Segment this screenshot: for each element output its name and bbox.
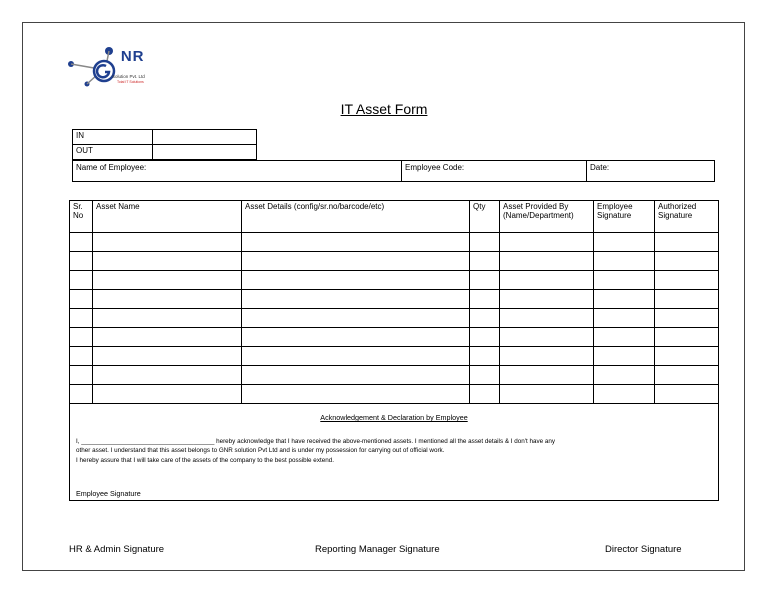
cell[interactable] [242, 347, 470, 366]
cell[interactable] [93, 252, 242, 271]
cell[interactable] [500, 290, 594, 309]
cell[interactable] [93, 328, 242, 347]
employee-signature-label: Employee Signature [76, 489, 141, 498]
cell[interactable] [655, 252, 719, 271]
declaration-line-3: I hereby assure that I will take care of the assets of the company to the best possible extend. [76, 456, 334, 464]
cell[interactable] [93, 366, 242, 385]
logo-wordmark: NR [95, 48, 145, 65]
table-row [70, 385, 719, 404]
header-authorized-signature: Authorized Signature [655, 201, 719, 233]
cell[interactable] [470, 366, 500, 385]
logo-subtitle: Solution Pvt. Ltd [112, 74, 145, 79]
employee-name-label: Name of Employee: [76, 163, 147, 172]
cell[interactable] [242, 366, 470, 385]
cell[interactable] [470, 347, 500, 366]
asset-table-header [70, 201, 719, 233]
cell[interactable] [594, 328, 655, 347]
cell[interactable] [93, 347, 242, 366]
cell[interactable] [594, 252, 655, 271]
cell[interactable] [242, 233, 470, 252]
declaration-line-2: other asset. I understand that this asset belongs to GNR solution Pvt Ltd and is under my possession for carrying out of official work. [76, 447, 445, 455]
out-field[interactable] [153, 145, 257, 160]
cell[interactable] [500, 347, 594, 366]
cell[interactable] [594, 271, 655, 290]
form-title: IT Asset Form [340, 101, 428, 117]
cell[interactable] [655, 347, 719, 366]
header-qty: Qty [470, 201, 500, 233]
table-row [70, 347, 719, 366]
cell[interactable] [470, 252, 500, 271]
cell[interactable] [594, 366, 655, 385]
cell[interactable] [242, 290, 470, 309]
cell[interactable] [242, 271, 470, 290]
cell[interactable] [470, 271, 500, 290]
cell[interactable] [594, 385, 655, 404]
cell[interactable] [242, 385, 470, 404]
employee-code-field[interactable] [402, 161, 587, 182]
cell[interactable] [594, 309, 655, 328]
declaration-box [69, 403, 719, 501]
employee-info-table [72, 160, 715, 182]
employee-name-field[interactable] [73, 161, 402, 182]
cell[interactable] [70, 233, 93, 252]
cell[interactable] [470, 290, 500, 309]
in-label: IN [73, 130, 153, 145]
table-row [70, 233, 719, 252]
cell[interactable] [70, 271, 93, 290]
table-row [70, 252, 719, 271]
table-row [70, 309, 719, 328]
table-row [70, 290, 719, 309]
date-field[interactable] [587, 161, 715, 182]
header-sr-no: Sr. No [70, 201, 93, 233]
cell[interactable] [93, 385, 242, 404]
cell[interactable] [500, 328, 594, 347]
logo-tagline: Total IT Solutions [117, 80, 144, 84]
cell[interactable] [655, 271, 719, 290]
cell[interactable] [93, 271, 242, 290]
table-row [70, 271, 719, 290]
cell[interactable] [70, 347, 93, 366]
in-field[interactable] [153, 130, 257, 145]
cell[interactable] [655, 328, 719, 347]
hr-admin-signature: HR & Admin Signature [69, 544, 165, 555]
cell[interactable] [70, 290, 93, 309]
cell[interactable] [500, 271, 594, 290]
cell[interactable] [93, 309, 242, 328]
director-signature: Director Signature [605, 544, 682, 555]
cell[interactable] [594, 233, 655, 252]
cell[interactable] [500, 385, 594, 404]
cell[interactable] [655, 366, 719, 385]
cell[interactable] [70, 366, 93, 385]
cell[interactable] [594, 290, 655, 309]
table-row [70, 366, 719, 385]
asset-table [69, 200, 719, 404]
cell[interactable] [655, 309, 719, 328]
cell[interactable] [70, 252, 93, 271]
cell[interactable] [594, 347, 655, 366]
header-provided-by: Asset Provided By (Name/Department) [500, 201, 594, 233]
cell[interactable] [500, 309, 594, 328]
cell[interactable] [70, 385, 93, 404]
cell[interactable] [470, 309, 500, 328]
cell[interactable] [93, 290, 242, 309]
cell[interactable] [242, 252, 470, 271]
cell[interactable] [470, 328, 500, 347]
cell[interactable] [70, 309, 93, 328]
header-employee-signature: Employee Signature [594, 201, 655, 233]
cell[interactable] [470, 385, 500, 404]
employee-code-label: Employee Code: [405, 163, 465, 172]
date-label: Date: [590, 163, 610, 172]
cell[interactable] [70, 328, 93, 347]
reporting-manager-signature: Reporting Manager Signature [315, 544, 440, 555]
cell[interactable] [93, 233, 242, 252]
declaration-line-1: I, ______________________________________ hereby acknowledge that I have received the above-mentioned assets. I mentioned all the asset details & I don't have any [76, 438, 556, 445]
cell[interactable] [500, 233, 594, 252]
cell[interactable] [242, 309, 470, 328]
cell[interactable] [500, 366, 594, 385]
out-label: OUT [73, 145, 153, 160]
header-asset-name: Asset Name [93, 201, 242, 233]
cell[interactable] [470, 233, 500, 252]
cell[interactable] [500, 252, 594, 271]
cell[interactable] [655, 233, 719, 252]
header-asset-details: Asset Details (config/sr.no/barcode/etc) [242, 201, 470, 233]
declaration-text [76, 437, 711, 465]
in-out-table [72, 129, 257, 160]
declaration-title: Acknowledgement & Declaration by Employee [320, 413, 468, 422]
table-row [70, 328, 719, 347]
cell[interactable] [655, 385, 719, 404]
cell[interactable] [655, 290, 719, 309]
cell[interactable] [242, 328, 470, 347]
